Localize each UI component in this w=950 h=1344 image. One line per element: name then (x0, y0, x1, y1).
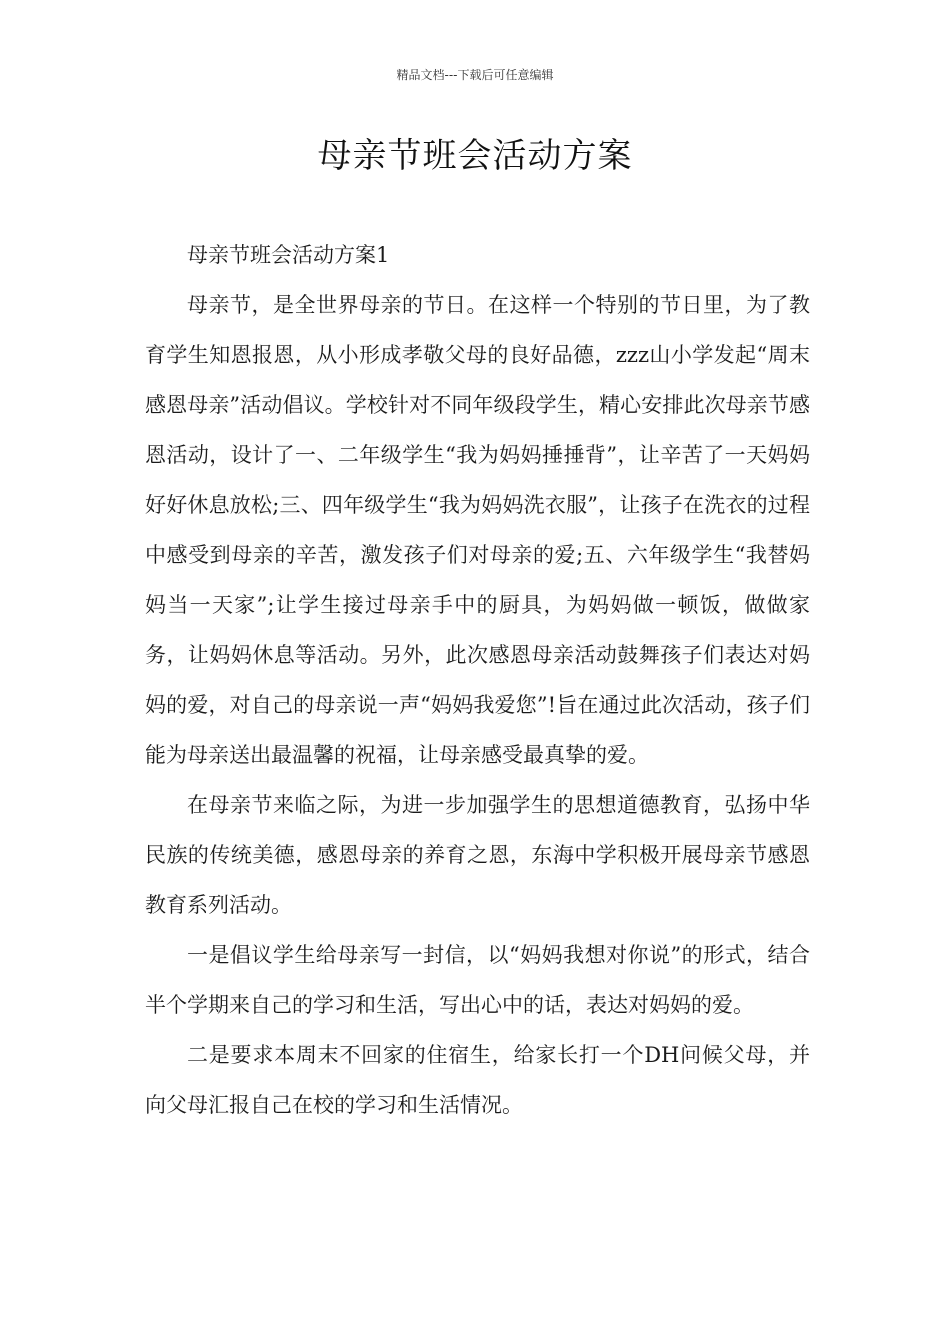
paragraph-2: 在母亲节来临之际，为进一步加强学生的思想道德教育，弘扬中华民族的传统美德，感恩母亲的养育之恩，东海中学积极开展母亲节感恩教育系列活动。 (145, 793, 810, 917)
document-body (145, 230, 810, 1130)
paragraph-1: 母亲节，是全世界母亲的节日。在这样一个特别的节日里，为了教育学生知恩报恩，从小形成孝敬父母的良好品德，zzz山小学发起“周末感恩母亲”活动倡议。学校针对不同年级段学生，精心安排此次母亲节感恩活动，设计了一、二年级学生“我为妈妈捶捶背”，让辛苦了一天妈妈好好休息放松;三、四年级学生“我为妈妈洗衣服”，让孩子在洗衣的过程中感受到母亲的辛苦，激发孩子们对母亲的爱;五、六年级学生“我替妈妈当一天家”;让学生接过母亲手中的厨具，为妈妈做一顿饭，做做家务，让妈妈休息等活动。另外，此次感恩母亲活动鼓舞孩子们表达对妈妈的爱，对自己的母亲说一声“妈妈我爱您”!旨在通过此次活动，孩子们能为母亲送出最温馨的祝福，让母亲感受最真挚的爱。 (145, 293, 810, 767)
page-header-note: 精品文档---下载后可任意编辑 (396, 68, 554, 82)
document-title: 母亲节班会活动方案 (317, 136, 633, 176)
paragraph-4: 二是要求本周末不回家的住宿生，给家长打一个DH问候父母，并向父母汇报自己在校的学习和生活情况。 (145, 1043, 810, 1117)
paragraph-3: 一是倡议学生给母亲写一封信，以“妈妈我想对你说”的形式，结合半个学期来自己的学习和生活，写出心中的话，表达对妈妈的爱。 (145, 943, 810, 1017)
section-subtitle: 母亲节班会活动方案1 (187, 243, 390, 267)
